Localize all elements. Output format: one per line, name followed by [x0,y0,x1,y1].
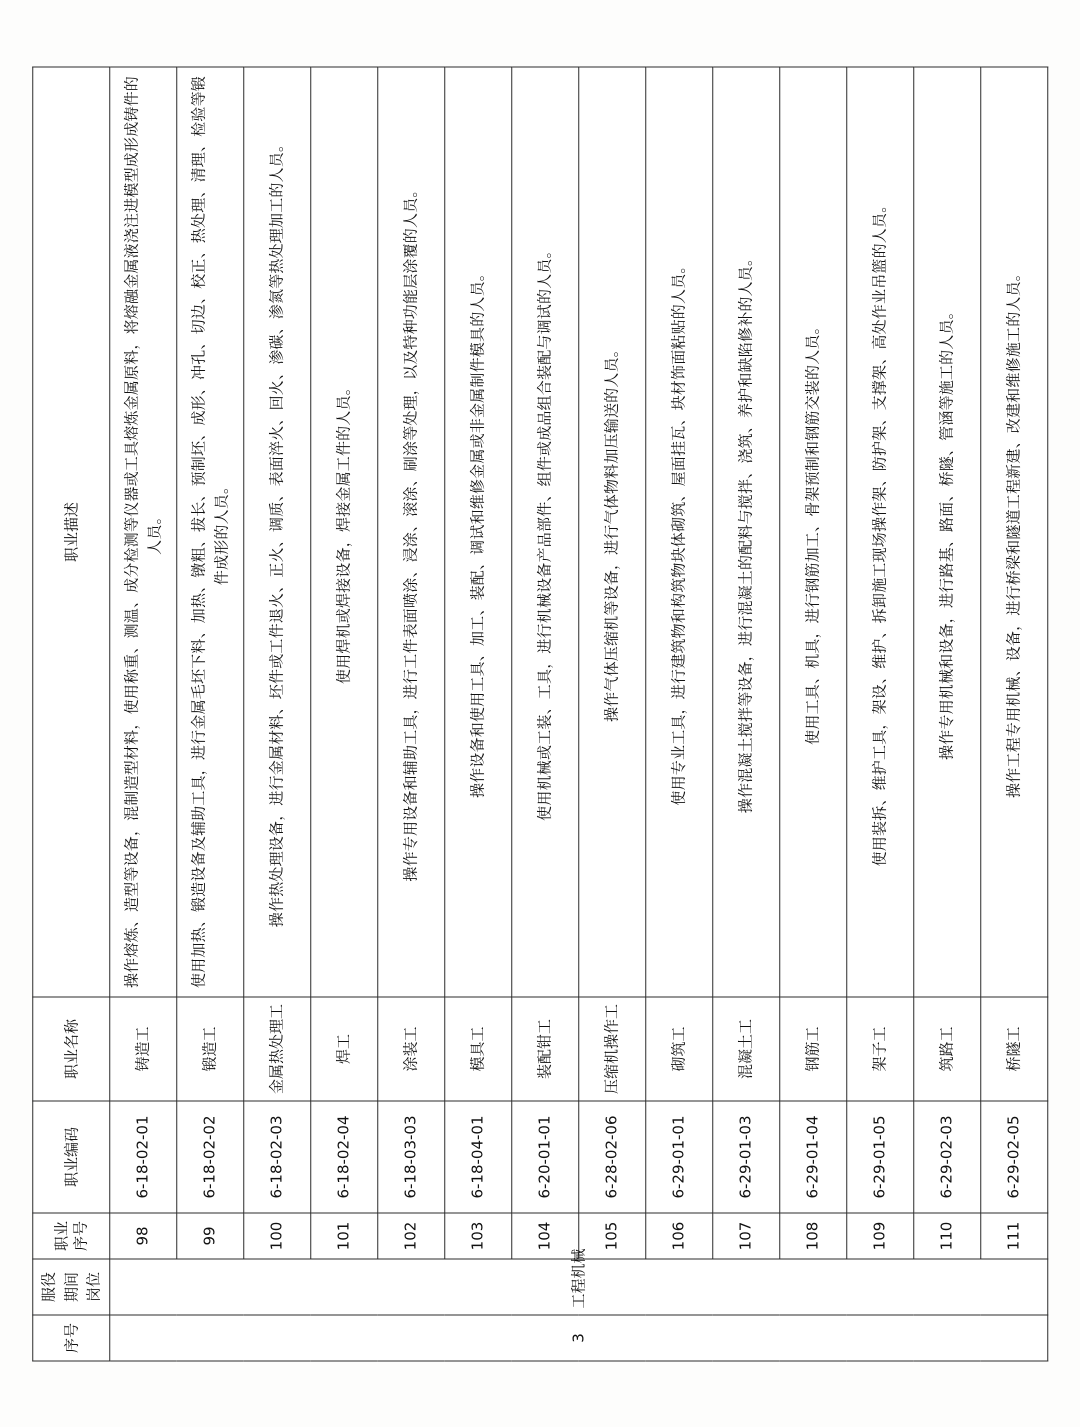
cell-name: 金属热处理工 [243,997,310,1101]
cell-num: 102 [377,1213,444,1259]
cell-name: 桥隧工 [980,997,1047,1101]
cell-name: 锻造工 [176,997,243,1101]
cell-num: 103 [444,1213,511,1259]
cell-num: 110 [913,1213,980,1259]
cell-num: 101 [310,1213,377,1259]
header-seq: 序号 [33,1315,110,1361]
group-post-label: 工程机械 [569,1247,587,1308]
cell-code: 6-29-01-03 [712,1101,779,1213]
cell-code: 6-18-04-01 [444,1101,511,1213]
table-row [578,67,645,1361]
header-occupation-number-line2: 序号 [71,1220,89,1251]
table-row [980,67,1047,1361]
cell-name: 混凝土工 [712,997,779,1101]
cell-code: 6-18-02-01 [109,1101,176,1213]
table-row [779,67,846,1361]
header-occupation-code: 职业编码 [33,1101,110,1213]
cell-num: 111 [980,1213,1047,1259]
cell-code: 6-28-02-06 [578,1101,645,1213]
cell-num: 108 [779,1213,846,1259]
cell-num: 106 [645,1213,712,1259]
cell-code: 6-20-01-01 [511,1101,578,1213]
cell-desc: 使用专业工具，进行建筑物和构筑物块体砌筑、屋面挂瓦、块材饰面粘贴的人员。 [645,67,712,997]
cell-code: 6-18-02-04 [310,1101,377,1213]
cell-desc: 操作工程专用机械、设备，进行桥梁和隧道工程新建、改建和维修施工的人员。 [980,67,1047,997]
table-row [109,67,176,1361]
table-row [176,67,243,1361]
cell-name: 铸造工 [109,997,176,1101]
cell-desc: 操作热处理设备，进行金属材料、坯件或工件退火、正火、调质、表面淬火、回火、渗碳、渗氮等热处理加工的人员。 [243,67,310,997]
table-row [310,67,377,1361]
table-row [444,67,511,1361]
header-occupation-number-line1: 职业 [52,1220,71,1251]
cell-desc: 操作熔炼、造型等设备，混制造型材料，使用称重、测温、成分检测等仪器或工具熔炼金属原料，将熔融金属液浇注进模型成形成铸件的人员。 [109,67,176,997]
cell-desc: 使用加热、锻造设备及辅助工具，进行金属毛坯下料、加热、镦粗、拔长、预制坯、成形、冲孔、切边、校正、热处理、清理、检验等锻件成形的人员。 [176,67,243,997]
table-row [846,67,913,1361]
cell-name: 架子工 [846,997,913,1101]
header-occupation-name: 职业名称 [33,997,110,1101]
cell-name: 筑路工 [913,997,980,1101]
cell-code: 6-29-02-05 [980,1101,1047,1213]
table-body [109,67,1047,1361]
cell-desc: 操作混凝土搅拌等设备，进行混凝土的配料与搅拌、浇筑、养护和缺陷修补的人员。 [712,67,779,997]
cell-code: 6-29-01-01 [645,1101,712,1213]
table-row [511,67,578,1361]
cell-desc: 操作专用设备和辅助工具，进行工件表面喷涂、浸涂、滚涂、刷涂等处理，以及特种功能层涂覆的人员。 [377,67,444,997]
table-header [33,67,110,1361]
cell-code: 6-29-02-03 [913,1101,980,1213]
cell-desc: 使用装拆、维护工具，架设、维护、拆卸施工现场操作架、防护架、支撑架、高处作业吊篮的人员。 [846,67,913,997]
cell-desc: 操作设备和使用工具、加工、装配、调试和维修金属或非金属制件模具的人员。 [444,67,511,997]
cell-num: 98 [109,1213,176,1259]
cell-desc: 操作专用机械和设备，进行路基、路面、桥隧、管涵等施工的人员。 [913,67,980,997]
table-row [913,67,980,1361]
cell-name: 钢筋工 [779,997,846,1101]
cell-num: 104 [511,1213,578,1259]
cell-desc: 使用焊机或焊接设备，焊接金属工件的人员。 [310,67,377,997]
cell-code: 6-18-02-03 [243,1101,310,1213]
cell-num: 109 [846,1213,913,1259]
cell-name: 压缩机操作工 [578,997,645,1101]
cell-num: 99 [176,1213,243,1259]
cell-name: 涂装工 [377,997,444,1101]
cell-desc: 使用工具、机具，进行钢筋加工、骨架预制和钢筋交装的人员。 [779,67,846,997]
cell-name: 装配钳工 [511,997,578,1101]
cell-code: 6-29-01-05 [846,1101,913,1213]
table-row [377,67,444,1361]
header-occupation-number [33,1213,110,1259]
group-post-cell [109,1247,1047,1315]
table-row [712,67,779,1361]
cell-name: 砌筑工 [645,997,712,1101]
group-seq-cell: 3 [109,1315,1047,1361]
occupation-table [32,66,1048,1361]
header-occupation-desc: 职业描述 [33,67,110,997]
header-row [33,67,110,1361]
table-row [645,67,712,1361]
cell-name: 模具工 [444,997,511,1101]
cell-desc: 使用机械或工装、工具，进行机械设备产品部件、组件或成品组合装配与调试的人员。 [511,67,578,997]
cell-code: 6-18-03-03 [377,1101,444,1213]
cell-code: 6-29-01-04 [779,1101,846,1213]
rotated-table-wrapper [32,66,1048,1361]
cell-code: 6-18-02-02 [176,1101,243,1213]
cell-num: 105 [578,1213,645,1259]
cell-num: 100 [243,1213,310,1259]
cell-name: 焊工 [310,997,377,1101]
header-post: 服役期间岗位 [33,1259,110,1315]
table-row [243,67,310,1361]
cell-desc: 操作气体压缩机等设备，进行气体物料加压输送的人员。 [578,67,645,997]
cell-num: 107 [712,1213,779,1259]
